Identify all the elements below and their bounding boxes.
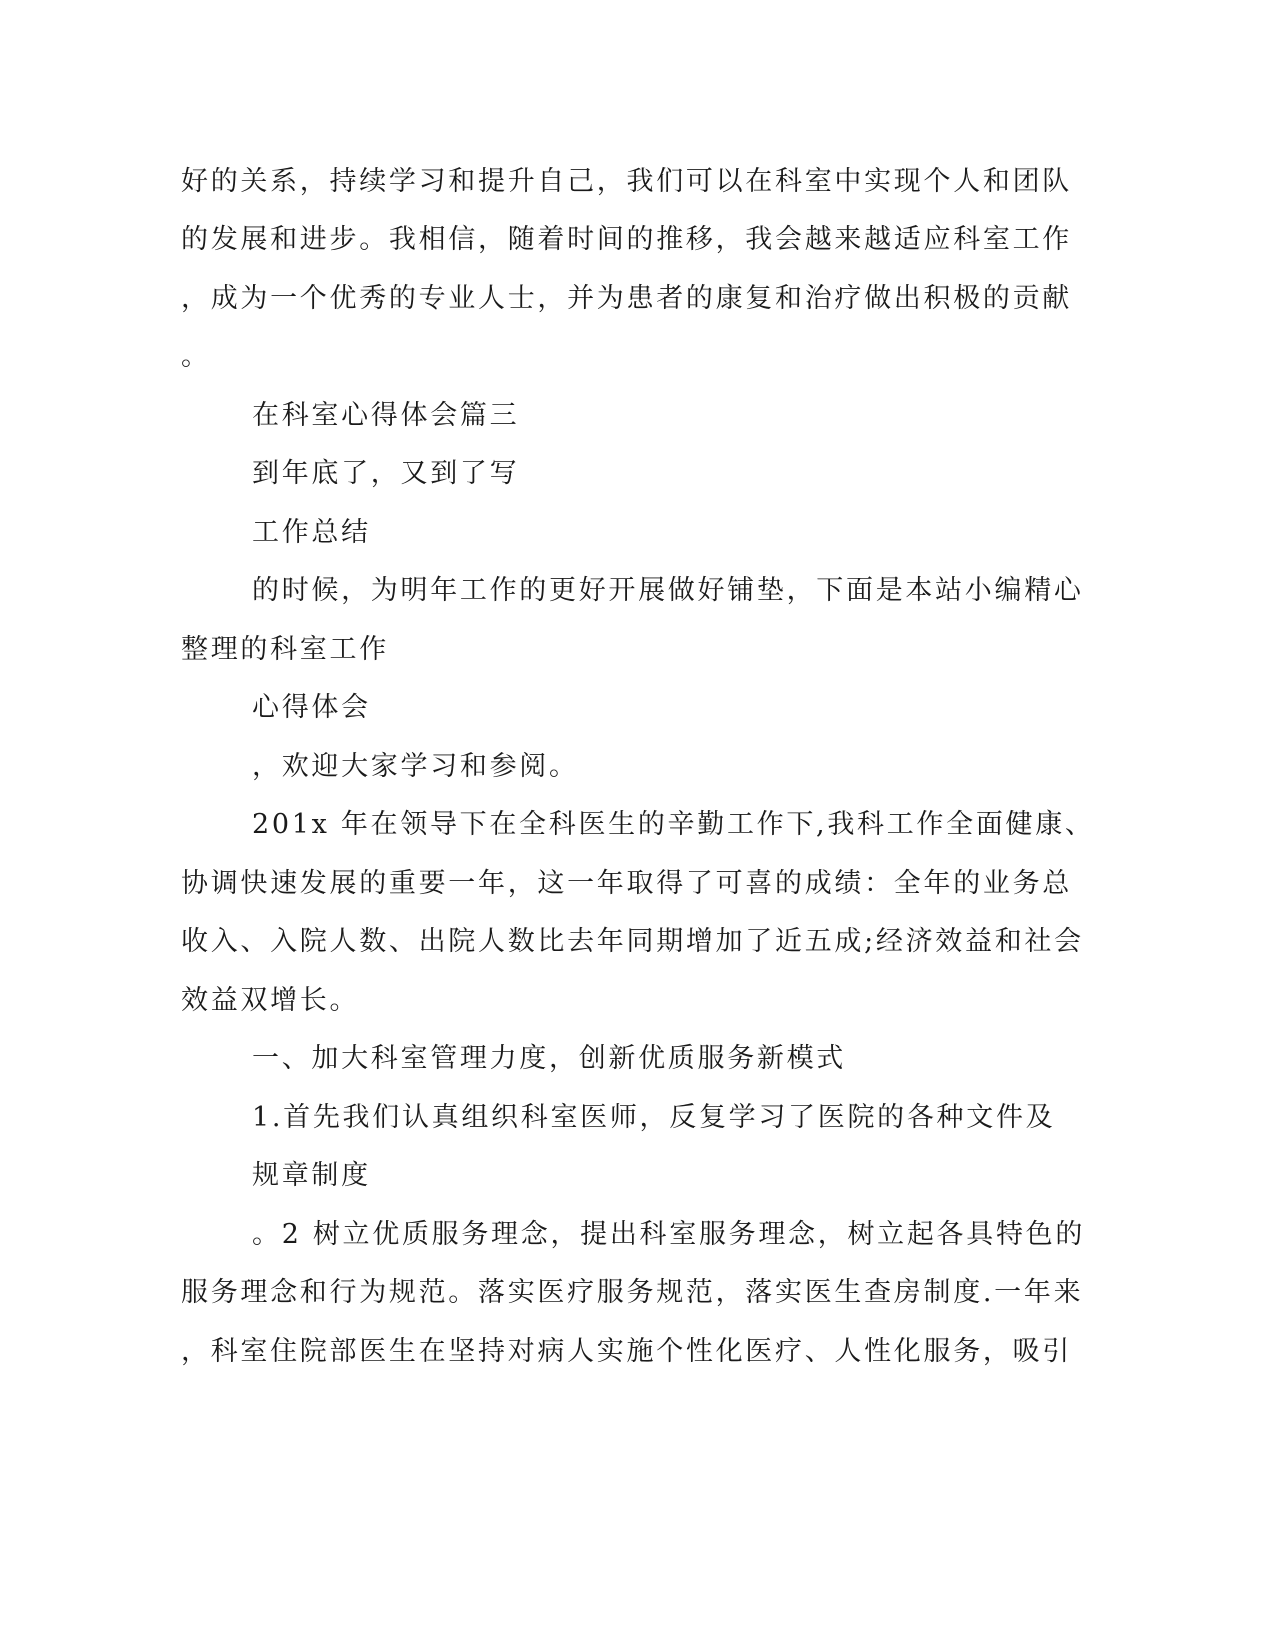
text-line: 好的关系，持续学习和提升自己，我们可以在科室中实现个人和团队: [181, 166, 1072, 197]
text-line: 收入、入院人数、出院人数比去年同期增加了近五成;经济效益和社会: [181, 926, 1084, 957]
text-line: ，科室住院部医生在坚持对病人实施个性化医疗、人性化服务，吸引: [181, 1336, 1072, 1367]
text-line: 工作总结: [252, 517, 371, 548]
text-line: 规章制度: [252, 1160, 371, 1191]
text-line: 1.首先我们认真组织科室医师，反复学习了医院的各种文件及: [252, 1102, 1056, 1133]
text-line: 的时候，为明年工作的更好开展做好铺垫，下面是本站小编精心: [252, 575, 1084, 606]
text-line: ，成为一个优秀的专业人士，并为患者的康复和治疗做出积极的贡献: [181, 283, 1072, 314]
section-heading: 一、加大科室管理力度，创新优质服务新模式: [252, 1043, 846, 1074]
text-line: 201x 年在领导下在全科医生的辛勤工作下,我科工作全面健康、: [252, 809, 1095, 840]
text-line: ，欢迎大家学习和参阅。: [252, 751, 579, 782]
text-line: 整理的科室工作: [181, 634, 389, 665]
text-line: 服务理念和行为规范。落实医疗服务规范，落实医生查房制度.一年来: [181, 1277, 1084, 1308]
text-line: 的发展和进步。我相信，随着时间的推移，我会越来越适应科室工作: [181, 224, 1072, 255]
section-heading: 在科室心得体会篇三: [252, 400, 520, 431]
text-line: 。: [181, 341, 211, 372]
text-line: 效益双增长。: [181, 985, 360, 1016]
text-line: 到年底了，又到了写: [252, 458, 520, 489]
text-line: 协调快速发展的重要一年，这一年取得了可喜的成绩：全年的业务总: [181, 868, 1072, 899]
text-line: 。2 树立优质服务理念，提出科室服务理念，树立起各具特色的: [252, 1219, 1086, 1250]
text-line: 心得体会: [252, 692, 371, 723]
